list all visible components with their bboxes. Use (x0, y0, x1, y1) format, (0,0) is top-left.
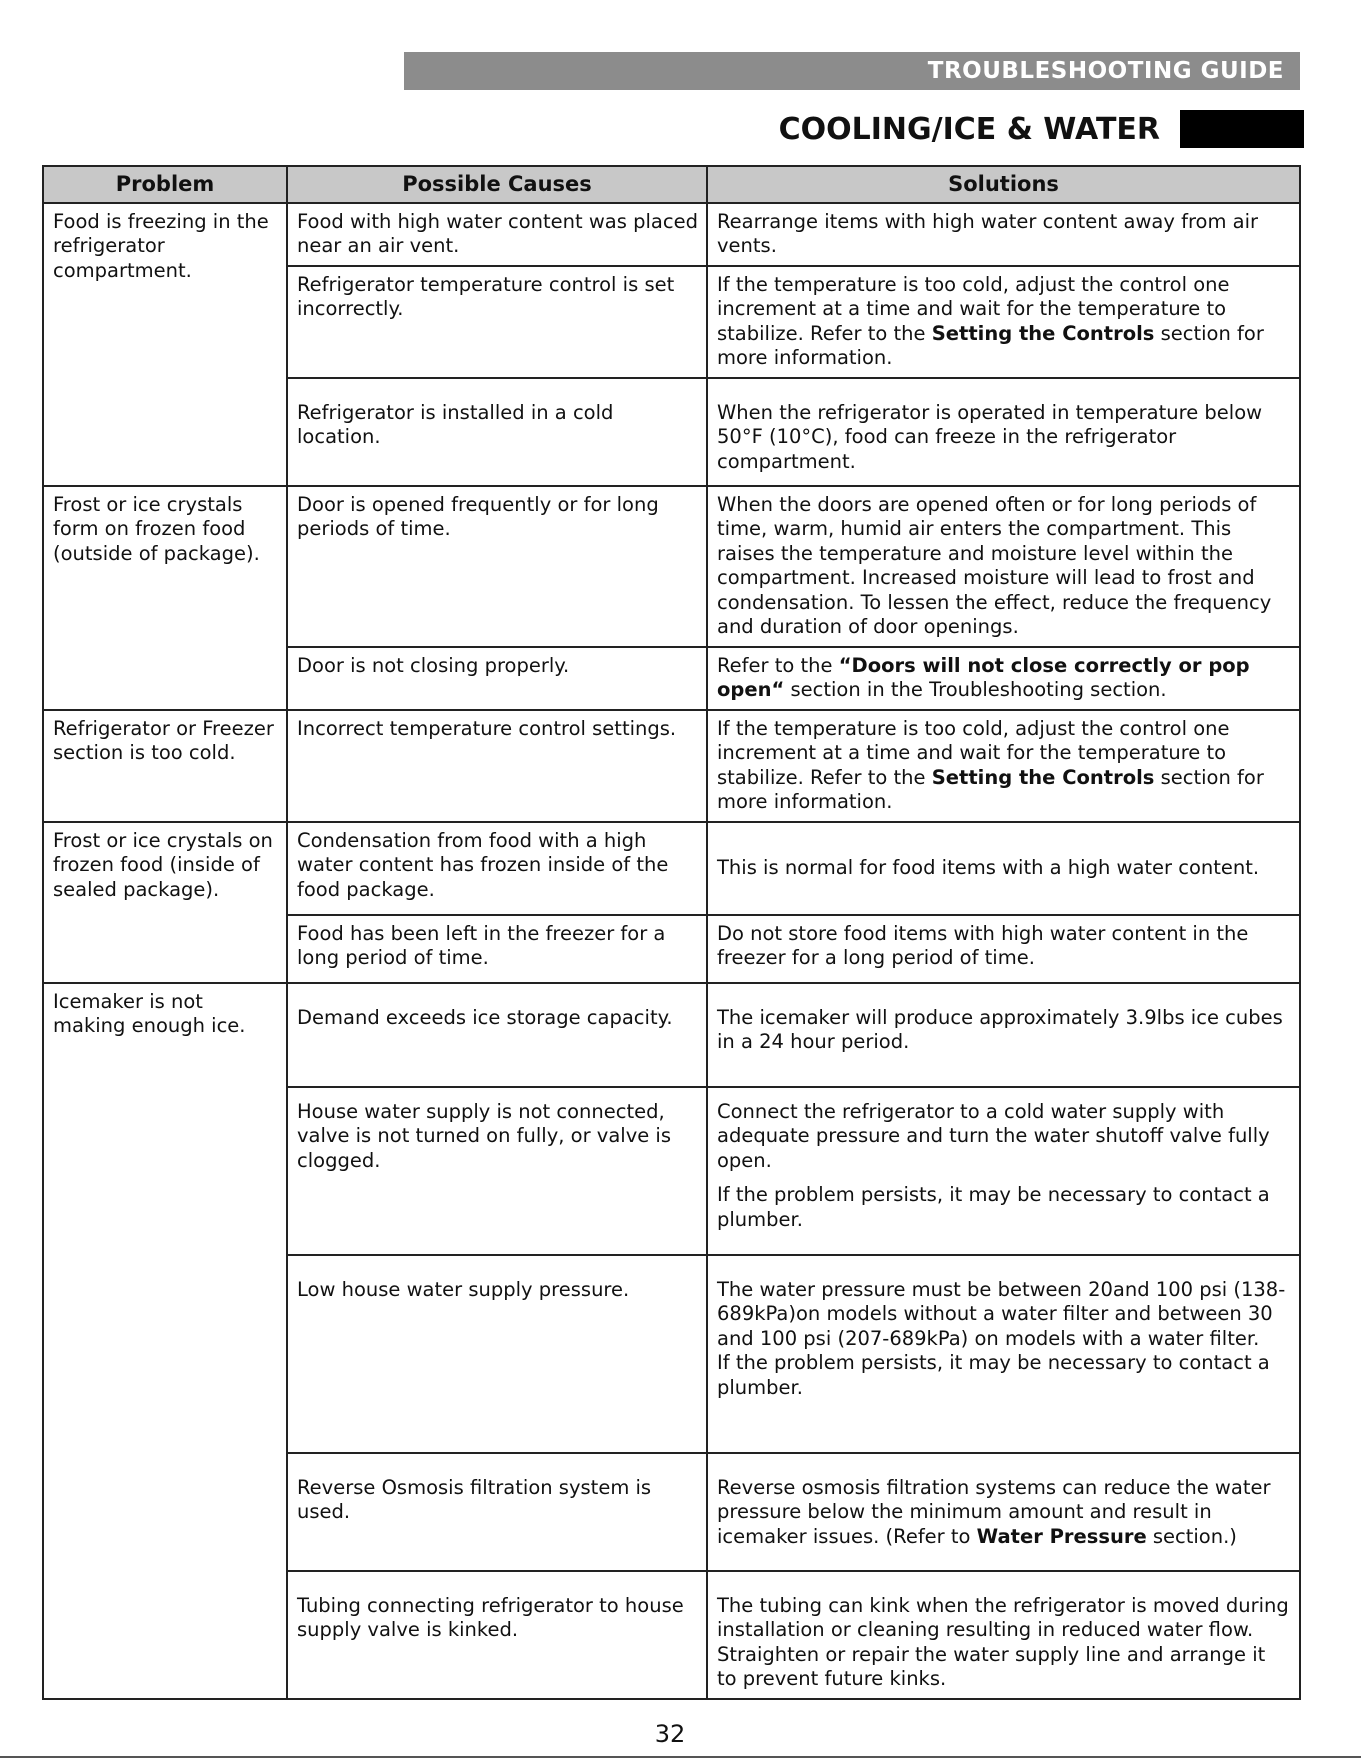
solution-cell (707, 1453, 1300, 1571)
cause-cell: Condensation from food with a high water content has frozen inside of the food package. (287, 822, 707, 915)
solution-cell (707, 203, 1300, 266)
solution-emphasis: Setting the Controls (931, 765, 1155, 789)
solution-emphasis: “Doors will not close correctly or pop open“ (717, 653, 1250, 701)
solution-emphasis: Water Pressure (976, 1524, 1147, 1548)
table-row (43, 822, 1300, 915)
solution-text: The icemaker will produce approximately 3.9lbs ice cubes in a 24 hour period. (717, 1005, 1283, 1053)
cause-cell: Door is opened frequently or for long periods of time. (287, 486, 707, 647)
solution-text: The water pressure must be between 20and 100 psi (138-689kPa)on models without a water filter and between 30 and 100 psi (207-689kPa) on models with a water filter. (717, 1277, 1286, 1350)
solution-text: When the doors are opened often or for long periods of time, warm, humid air enters the compartment. This raises the temperature and moisture level within the compartment. Increased moisture will lead to frost and condensation. To lessen the effect, reduce the frequency and duration of door openings. (717, 492, 1272, 638)
solution-cell (707, 915, 1300, 983)
guide-banner: TROUBLESHOOTING GUIDE (404, 52, 1300, 90)
solution-cell (707, 486, 1300, 647)
solution-text: When the refrigerator is operated in temperature below 50°F (10°C), food can freeze in the refrigerator compartment. (717, 400, 1263, 473)
bottom-divider (0, 1756, 1361, 1758)
solution-text: section for more information. (717, 765, 1264, 813)
column-header-problem: Problem (43, 166, 287, 203)
table-header-row (43, 166, 1300, 203)
solution-text: section in the Troubleshooting section. (784, 678, 1167, 701)
column-header-solutions: Solutions (707, 166, 1300, 203)
solution-cell (707, 1571, 1300, 1699)
solution-cell (707, 266, 1300, 378)
cause-cell: Food with high water content was placed near an air vent. (287, 203, 707, 266)
solution-cell (707, 1255, 1300, 1453)
cause-cell: Food has been left in the freezer for a long period of time. (287, 915, 707, 983)
column-header-causes: Possible Causes (287, 166, 707, 203)
cause-cell: Tubing connecting refrigerator to house supply valve is kinked. (287, 1571, 707, 1699)
solution-text: Reverse osmosis filtration systems can reduce the water pressure below the minimum amount and result in icemaker issues. (Refer to (717, 1475, 1271, 1548)
solution-cell (707, 983, 1300, 1087)
solution-cell (707, 1087, 1300, 1255)
cause-cell: House water supply is not connected, valve is not turned on fully, or valve is clogged. (287, 1087, 707, 1255)
table-row (43, 710, 1300, 822)
solution-emphasis: Setting the Controls (931, 321, 1155, 345)
cause-cell: Low house water supply pressure. (287, 1255, 707, 1453)
solution-cell (707, 822, 1300, 915)
problem-cell: Refrigerator or Freezer section is too cold. (43, 710, 287, 822)
cause-cell: Reverse Osmosis filtration system is used. (287, 1453, 707, 1571)
solution-cell (707, 647, 1300, 710)
solution-text: If the problem persists, it may be necessary to contact a plumber. (717, 1183, 1270, 1231)
solution-text: Rearrange items with high water content away from air vents. (717, 209, 1259, 257)
solution-text: This is normal for food items with a high water content. (717, 855, 1260, 879)
solution-text: If the temperature is too cold, adjust the control one increment at a time and wait for the temperature to stabilize. Refer to the (717, 716, 1230, 789)
solution-text: section for more information. (717, 321, 1264, 369)
cause-cell: Refrigerator is installed in a cold location. (287, 378, 707, 486)
problem-cell: Frost or ice crystals form on frozen food (outside of package). (43, 486, 287, 710)
solution-cell (707, 710, 1300, 822)
troubleshooting-table (42, 165, 1301, 1700)
problem-cell: Frost or ice crystals on frozen food (inside of sealed package). (43, 822, 287, 983)
problem-cell: Icemaker is not making enough ice. (43, 983, 287, 1699)
cause-cell: Refrigerator temperature control is set incorrectly. (287, 266, 707, 378)
solution-text: section.) (1146, 1524, 1237, 1548)
table-row (43, 983, 1300, 1087)
solution-text: Do not store food items with high water content in the freezer for a long period of time. (717, 921, 1249, 969)
solution-cell (707, 378, 1300, 486)
solution-text: If the problem persists, it may be necessary to contact a plumber. (717, 1351, 1270, 1399)
cause-cell: Demand exceeds ice storage capacity. (287, 983, 707, 1087)
table-row (43, 486, 1300, 647)
solution-text: Connect the refrigerator to a cold water supply with adequate pressure and turn the water shutoff valve fully open. (717, 1099, 1270, 1172)
table-row (43, 203, 1300, 266)
solution-text: If the temperature is too cold, adjust the control one increment at a time and wait for the temperature to stabilize. Refer to the (717, 272, 1230, 345)
section-marker-block (1180, 110, 1304, 148)
page-number: 32 (654, 1720, 686, 1748)
section-title: COOLING/ICE & WATER (778, 112, 1160, 147)
cause-cell: Door is not closing properly. (287, 647, 707, 710)
solution-text: The tubing can kink when the refrigerator is moved during installation or cleaning resulting in reduced water flow. Straighten or repair the water supply line and arrange it to prevent future kinks. (717, 1593, 1289, 1690)
solution-text: Refer to the (717, 653, 839, 677)
cause-cell: Incorrect temperature control settings. (287, 710, 707, 822)
problem-cell: Food is freezing in the refrigerator compartment. (43, 203, 287, 486)
